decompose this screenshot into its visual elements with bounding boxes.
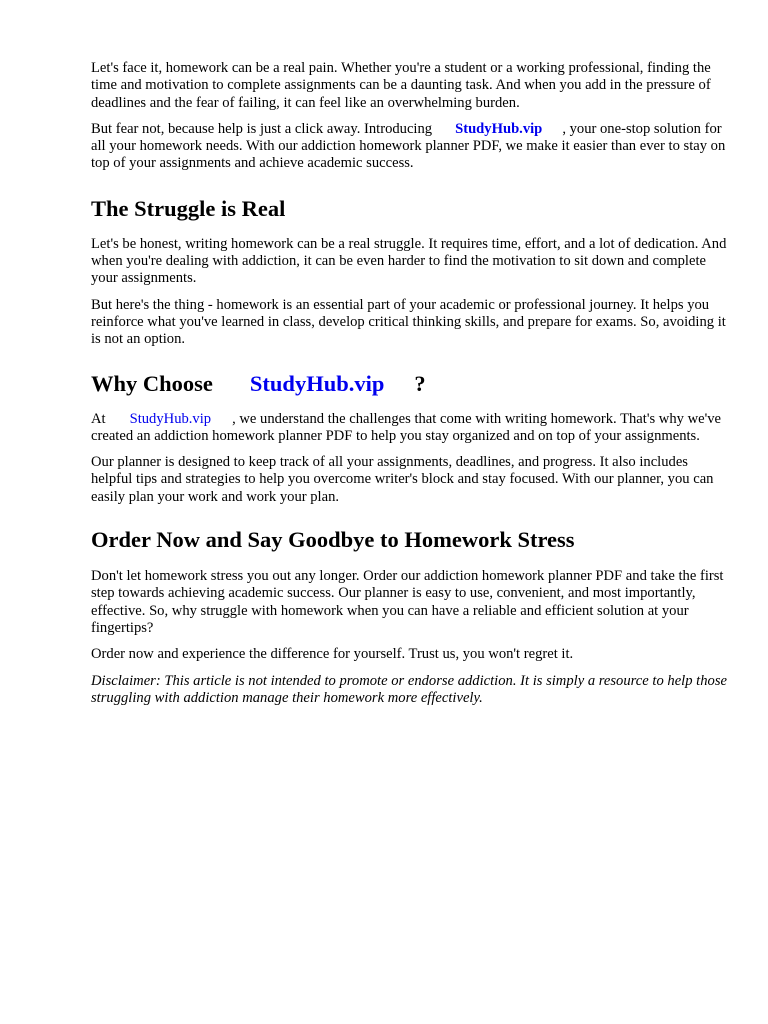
heading-why-choose xyxy=(91,371,731,397)
struggle-paragraph-2: But here's the thing - homework is an essential part of your academic or professional journey. It helps you reinforce what you've learned in class, develop critical thinking skills, and prepare for exams. So, avoiding it is not an option. xyxy=(91,296,726,348)
why-at-text: At xyxy=(91,410,106,427)
order-paragraph-2: Order now and experience the difference for yourself. Trust us, you won't regret it. xyxy=(91,646,574,663)
disclaimer-paragraph: Disclaimer: This article is not intended to promote or endorse addiction. It is simply a resource to help those struggling with addiction manage their homework more effectively. xyxy=(91,672,727,706)
order-paragraph-1: Don't let homework stress you out any longer. Order our addiction homework planner PDF and take the first step towards achieving academic success. Our planner is easy to use, convenient, and most importantly, effective. So, why struggle with homework when you can have a reliable and efficient solution at your fingertips? xyxy=(91,568,724,636)
heading-why-text: Why Choose xyxy=(91,370,213,396)
document-page xyxy=(91,60,731,707)
studyhub-link-intro[interactable]: StudyHub.vip xyxy=(455,120,543,137)
heading-why-question: ? xyxy=(414,370,426,396)
introducing-text-after: , your one-stop solution for all your homework needs. With our addiction homework planner PDF, we make it easier than ever to stay on top of your assignments and achieve academic success. xyxy=(91,120,726,172)
studyhub-link-body[interactable]: StudyHub.vip xyxy=(129,410,212,427)
heading-struggle: The Struggle is Real xyxy=(91,195,286,221)
why-text-after: , we understand the challenges that come with writing homework. That's why we've created an addiction homework planner PDF to help you stay organized and on top of your assignments. xyxy=(91,410,721,444)
introducing-paragraph xyxy=(91,121,731,173)
why-paragraph-2: Our planner is designed to keep track of all your assignments, deadlines, and progress. It also includes helpful tips and strategies to help you overcome writer's block and stay focused. With our planner, you can easily plan your work and work your plan. xyxy=(91,454,714,505)
studyhub-link-heading[interactable]: StudyHub.vip xyxy=(249,370,385,396)
intro-paragraph: Let's face it, homework can be a real pain. Whether you're a student or a working professional, finding the time and motivation to complete assignments can be a daunting task. And when you add in the pressure of deadlines and the fear of failing, it can feel like an overwhelming burden. xyxy=(91,60,711,111)
struggle-paragraph-1: Let's be honest, writing homework can be a real struggle. It requires time, effort, and a lot of dedication. And when you're dealing with addiction, it can be even harder to find the motivation to sit down and complete your assignments. xyxy=(91,235,727,287)
introducing-text: But fear not, because help is just a click away. Introducing xyxy=(91,120,433,137)
heading-order-now: Order Now and Say Goodbye to Homework Stress xyxy=(91,527,575,553)
why-paragraph-1 xyxy=(91,411,731,446)
